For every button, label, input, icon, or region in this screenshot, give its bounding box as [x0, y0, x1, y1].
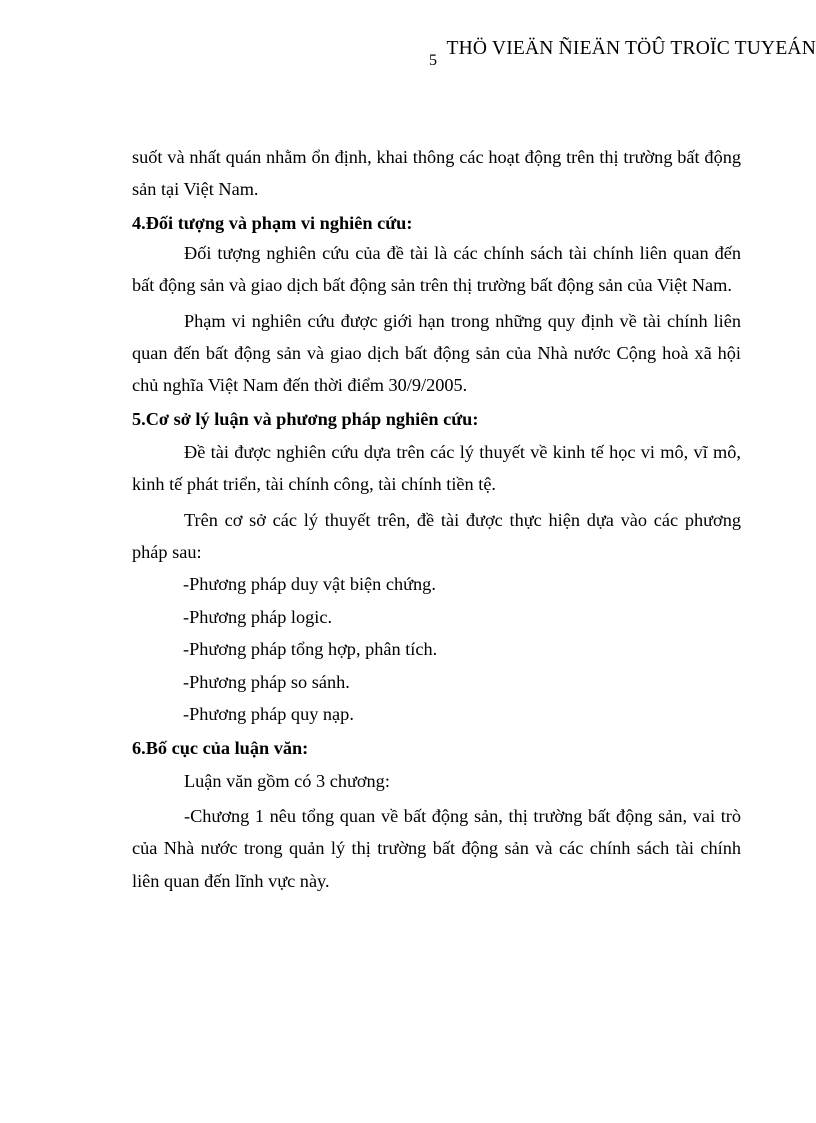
section-5-paragraph-2: Trên cơ sở các lý thuyết trên, đề tài được thực hiện dựa vào các phương pháp sau: [132, 509, 741, 563]
method-list-item: -Phương pháp duy vật biện chứng. [183, 574, 436, 595]
method-list-item: -Phương pháp so sánh. [183, 671, 350, 692]
page-number: 5 [429, 52, 437, 69]
section-6-paragraph-2: -Chương 1 nêu tổng quan về bất động sản, thị trường bất động sản, vai trò của Nhà nước trong quản lý thị trường bất động sản và các chính sách tài chính liên quan đến lĩnh vực này. [132, 805, 741, 891]
running-header-title: THÖ VIEÄN ÑIEÄN TÖÛ TROÏC TUYEÁN [446, 38, 816, 59]
method-list-item: -Phương pháp tổng hợp, phân tích. [183, 639, 438, 660]
intro-paragraph: suốt và nhất quán nhằm ổn định, khai thông các hoạt động trên thị trường bất động sản tại Việt Nam. [132, 147, 741, 200]
section-6-paragraph-1: Luận văn gồm có 3 chương: [184, 770, 390, 791]
section-6-heading: 6.Bố cục của luận văn: [132, 737, 309, 758]
method-list-item: -Phương pháp quy nạp. [183, 704, 354, 725]
section-5-paragraph-1: Đề tài được nghiên cứu dựa trên các lý thuyết về kinh tế học vi mô, vĩ mô, kinh tế phát triển, tài chính công, tài chính tiền tệ. [132, 441, 741, 495]
section-4-heading: 4.Đối tượng và phạm vi nghiên cứu: [132, 212, 413, 233]
section-4-paragraph-1: Đối tượng nghiên cứu của đề tài là các chính sách tài chính liên quan đến bất động sản và giao dịch bất động sản trên thị trường bất động sản của Việt Nam. [132, 242, 741, 296]
method-list-item: -Phương pháp logic. [183, 606, 333, 627]
section-5-heading: 5.Cơ sở lý luận và phương pháp nghiên cứu: [132, 408, 479, 429]
document-body [132, 141, 741, 897]
section-4-paragraph-2: Phạm vi nghiên cứu được giới hạn trong những quy định về tài chính liên quan đến bất động sản và giao dịch bất động sản của Nhà nước Cộng hoà xã hội chủ nghĩa Việt Nam đến thời điểm 30/9/2005. [132, 310, 741, 396]
